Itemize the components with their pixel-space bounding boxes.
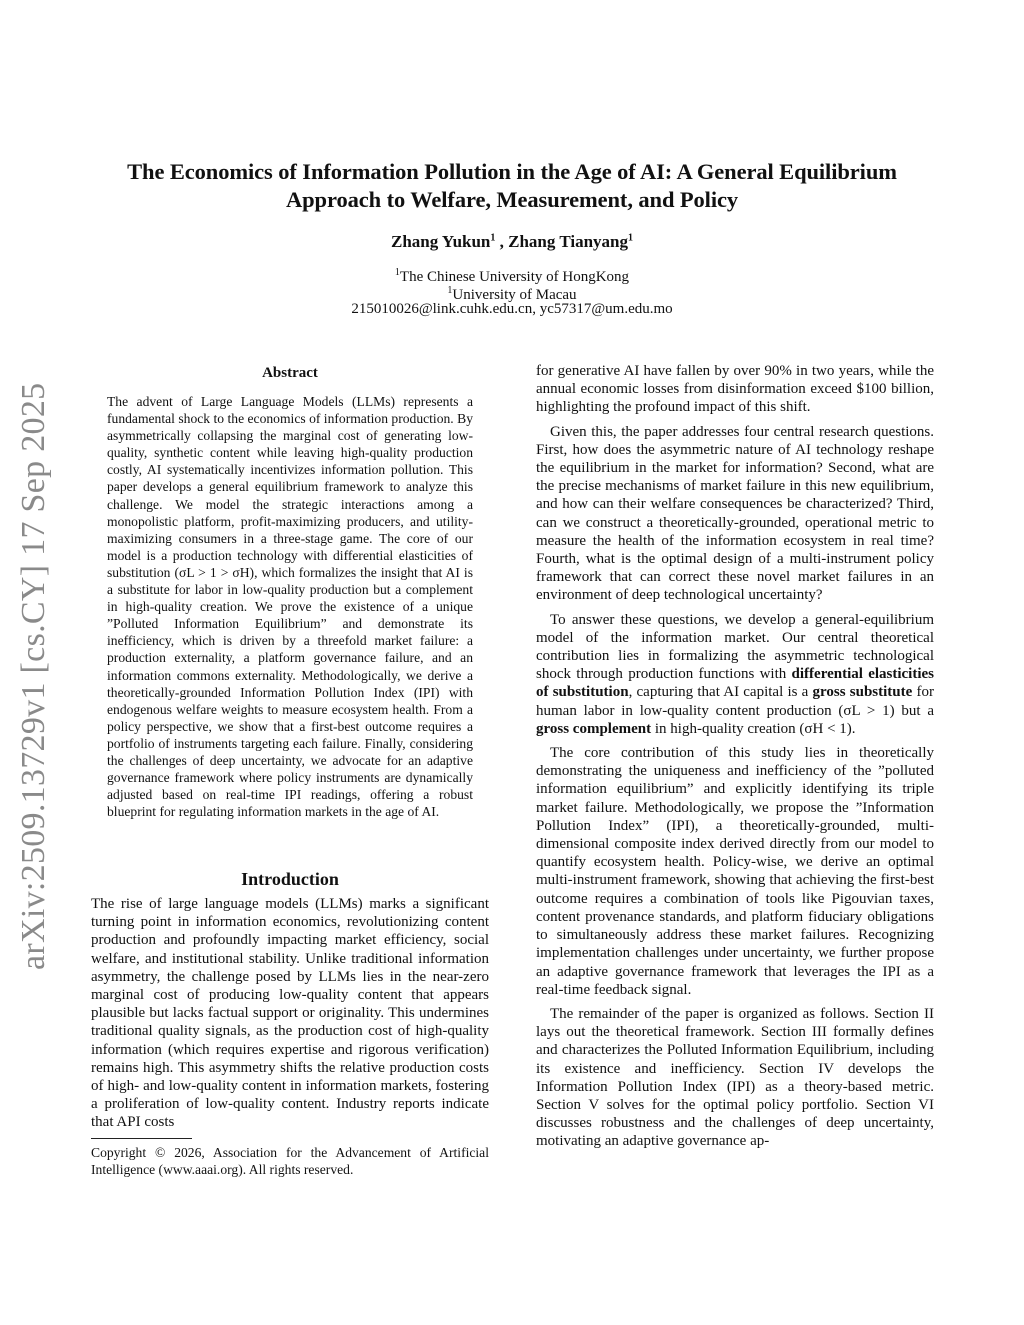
affiliation-text: The Chinese University of HongKong [399,269,630,285]
text-run: , capturing that AI capital is a [628,684,813,701]
author-emails: 215010026@link.cuhk.edu.cn, yc57317@um.edu.mo [351,301,673,317]
section-heading-introduction: Introduction [241,869,339,889]
author-name: Zhang Yukun [390,232,491,251]
title-line-1: The Economics of Information Pollution in the Age of AI: A General Equilibrium [127,159,897,184]
bold-term: gross complement [536,720,652,737]
author-list [60,232,964,252]
paragraph: Given this, the paper addresses four central research questions. First, how does the asymmetric nature of AI technology reshape the equilibrium in the market for information? Second, what are the precise mechanisms of market failure in this new equilibrium, and how can their welfare consequences be characterized? Third, can we construct a theoretically-grounded, operational metric to measure the health of the information ecosystem in real time? Fourth, what is the optimal design of a multi-instrument policy framework that can correct these novel market failures in an environment of deep technological uncertainty? [536,423,934,604]
text-run: in high-quality creation (σH < 1). [651,720,856,737]
left-column-body [91,895,489,1138]
arxiv-identifier: arXiv:2509.13729v1 [cs.CY] 17 Sep 2025 [15,382,52,970]
affiliation-mark: 1 [394,267,400,278]
right-column-body [536,362,934,1157]
affiliation-mark: 1 [628,232,633,244]
text-run: To answer these questions, we develop a general-equilibrium model of the information market. Our central theoretical contribution lies in formalizing the asymmetric technological shock through production functions with [536,611,934,683]
footnote-rule [91,1138,192,1139]
abstract-heading: Abstract [262,365,318,381]
author-name: Zhang Tianyang [508,232,628,251]
paragraph: The remainder of the paper is organized as follows. Section II lays out the theoretical framework. Section III formally defines and characterizes the Polluted Information Equilibrium, including its existence and inefficiency. Section IV develops the Information Pollution Index (IPI) as a theory-based metric. Section V solves for the optimal policy portfolio. Section VI discusses robustness and the challenges of deep uncertainty, motivating an adaptive governance ap- [536,1005,934,1150]
title-line-2: Approach to Welfare, Measurement, and Policy [285,187,739,212]
paragraph: The core contribution of this study lies in theoretically demonstrating the uniqueness and inefficiency of the ”polluted information equilibrium” and explicitly identifying its triple market failure. Methodologically, we propose the ”Information Pollution Index” (IPI), a theoretically-grounded, multi-dimensional composite index derived directly from our model to quantify ecosystem health. Policy-wise, we derive an optimal multi-instrument framework, showing that achieving the first-best outcome requires a combination of tools like Pigouvian taxes, content provenance standards, and platform fiduciary obligations to simultaneously address these market failures. Recognizing implementation challenges under uncertainty, we further propose an adaptive governance framework that leverages the IPI as a real-time feedback signal. [536,745,934,998]
copyright-notice: Copyright © 2026, Association for the Advancement of Artificial Intelligence (www.aaai.org). All rights reserved. [91,1145,489,1177]
paragraph [536,611,934,738]
bold-term: gross substitute [812,684,913,701]
affiliation-text: University of Macau [452,287,577,303]
author-separator: , [495,232,509,251]
text-run: for human labor in low-quality content production (σL > 1) but a [536,684,934,719]
paper-title [60,158,964,214]
bold-term: differential elasticities of substitution [536,666,935,701]
paragraph: for generative AI have fallen by over 90% in two years, while the annual economic losses from disinformation exceed $100 billion, highlighting the profound impact of this shift. [536,363,934,416]
paragraph: The rise of large language models (LLMs) marks a significant turning point in information economics, revolutionizing content production and profoundly impacting market efficiency, social welfare, and institutional stability. Unlike traditional information asymmetry, the challenge posed by LLMs lies in the near-zero marginal cost of producing low-quality content that appears plausible but lacks factual support or originality. This undermines traditional quality signals, as the production cost of high-quality information (which requires expertise and rigorous verification) remains high. This asymmetry shifts the relative production costs of high- and low-quality content in information markets, fostering a proliferation of low-quality content. Industry reports indicate that API costs [91,896,489,1131]
affiliation-mark: 1 [447,285,453,296]
affiliation-mark: 1 [490,232,496,244]
abstract-text: The advent of Large Language Models (LLMs) represents a fundamental shock to the economics of information production. By asymmetrically collapsing the marginal cost of generating low-quality, synthetic content while leaving high-quality production costly, AI systematically incentivizes information pollution. This paper develops a general equilibrium framework to analyze this challenge. We model the strategic interactions among a monopolistic platform, profit-maximizing producers, and utility-maximizing consumers in a three-stage game. The core of our model is a production technology with differential elasticities of substitution (σL > 1 > σH), which formalizes the insight that AI is a substitute for labor in low-quality production but a complement in high-quality creation. We prove the existence of a unique ”Polluted Information Equilibrium” and demonstrate its inefficiency, which is driven by a threefold market failure: a production externality, a platform governance failure, and an information commons externality. Methodologically, we derive a theoretically-grounded Information Pollution Index (IPI) with endogenous welfare weights to measure ecosystem health. From a policy perspective, we show that a first-best outcome requires a portfolio of instruments targeting each failure. Finally, considering the challenges of deep uncertainty, we advocate for an adaptive governance framework where policy instruments are dynamically adjusted based on real-time IPI readings, offering a robust blueprint for regulating information markets in the age of AI. [107,394,473,820]
